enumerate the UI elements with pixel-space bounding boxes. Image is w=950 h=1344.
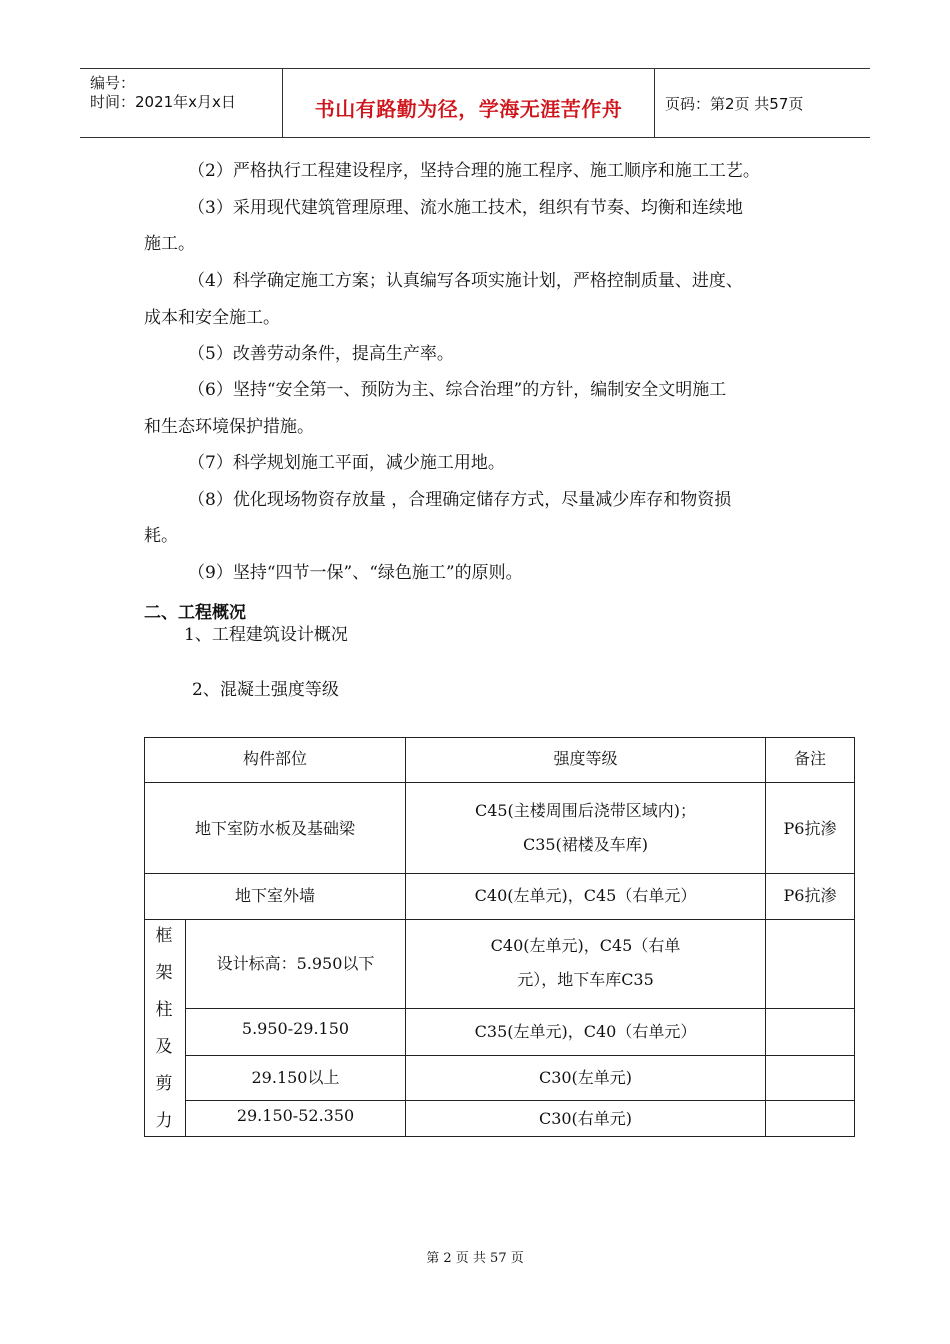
row2-note: P6抗渗 xyxy=(783,886,837,905)
group-label-char: 架 xyxy=(155,963,173,983)
paragraph-3: （3）采用现代建筑管理原理、流水施工技术，组织有节奏、均衡和连续地 xyxy=(188,198,743,218)
time-label: 时间：2021年x月x日 xyxy=(90,93,236,111)
subheading-1: 1、工程建筑设计概况 xyxy=(184,625,348,645)
paragraph-5: （5）改善劳动条件，提高生产率。 xyxy=(188,344,454,364)
row1-part: 地下室防水板及基础梁 xyxy=(194,819,355,838)
row3-grade-line2: 元），地下车库C35 xyxy=(517,970,654,989)
page-header xyxy=(80,68,870,138)
header-meta xyxy=(80,69,283,137)
paragraph-6: （6）坚持“安全第一、预防为主、综合治理”的方针，编制安全文明施工 xyxy=(188,380,727,400)
table-line xyxy=(185,1008,854,1009)
paragraph-9: （9）坚持“四节一保”、“绿色施工”的原则。 xyxy=(188,563,523,583)
subheading-2: 2、混凝土强度等级 xyxy=(192,680,339,700)
table-line xyxy=(765,738,766,1137)
row6-grade: C30(右单元) xyxy=(538,1109,633,1128)
paragraph-8-cont: 耗。 xyxy=(144,526,178,546)
frame-column-shear-wall-label xyxy=(149,918,179,1140)
header-motto-cell xyxy=(283,69,655,137)
paragraph-2: （2）严格执行工程建设程序，坚持合理的施工程序、施工顺序和施工工艺。 xyxy=(188,161,760,181)
paragraph-4-cont: 成本和安全施工。 xyxy=(144,308,280,328)
group-label-char: 力 xyxy=(155,1111,173,1131)
row6-part: 29.150-52.350 xyxy=(236,1106,355,1125)
table-line xyxy=(185,1055,854,1056)
table-line xyxy=(145,919,854,920)
row3-grade-line1: C40(左单元)，C45（右单 xyxy=(490,936,681,955)
table-line xyxy=(185,1100,854,1101)
page-footer: 第 2 页 共 57 页 xyxy=(426,1251,524,1266)
header-note: 备注 xyxy=(793,749,826,768)
row1-note: P6抗渗 xyxy=(783,819,837,838)
section-title: 二、工程概况 xyxy=(144,603,246,623)
paragraph-6-cont: 和生态环境保护措施。 xyxy=(144,417,314,437)
table-line xyxy=(145,782,854,783)
page-label: 页码：第2页 共57页 xyxy=(665,95,804,113)
group-label-char: 柱 xyxy=(155,1000,173,1020)
row3-part: 设计标高：5.950以下 xyxy=(216,954,375,973)
paragraph-8: （8）优化现场物资存放量 ，合理确定储存方式，尽量减少库存和物资损 xyxy=(188,490,732,510)
header-grade: 强度等级 xyxy=(553,749,618,768)
paragraph-3-cont: 施工。 xyxy=(144,234,195,254)
row1-grade-line1: C45(主楼周围后浇带区域内)； xyxy=(474,801,697,820)
group-label-char: 剪 xyxy=(155,1074,173,1094)
row5-grade: C30(左单元) xyxy=(538,1068,633,1087)
table-line xyxy=(145,873,854,874)
concrete-strength-table xyxy=(144,737,855,1137)
row2-grade: C40(左单元)，C45（右单元） xyxy=(474,886,697,905)
row2-part: 地下室外墙 xyxy=(234,886,315,905)
paragraph-4: （4）科学确定施工方案；认真编写各项实施计划，严格控制质量、进度、 xyxy=(188,271,743,291)
paragraph-7: （7）科学规划施工平面，减少施工用地。 xyxy=(188,453,505,473)
number-label: 编号： xyxy=(90,74,136,92)
row1-grade-line2: C35(裙楼及车库) xyxy=(522,835,649,854)
group-label-char: 及 xyxy=(155,1037,173,1057)
header-page-cell xyxy=(655,69,870,137)
header-part: 构件部位 xyxy=(242,749,307,768)
row5-part: 29.150以上 xyxy=(251,1068,340,1087)
row4-grade: C35(左单元)，C40（右单元） xyxy=(474,1022,697,1041)
row4-part: 5.950-29.150 xyxy=(241,1019,350,1038)
motto: 书山有路勤为径，学海无涯苦作舟 xyxy=(314,97,623,121)
group-label-char: 框 xyxy=(155,926,173,946)
